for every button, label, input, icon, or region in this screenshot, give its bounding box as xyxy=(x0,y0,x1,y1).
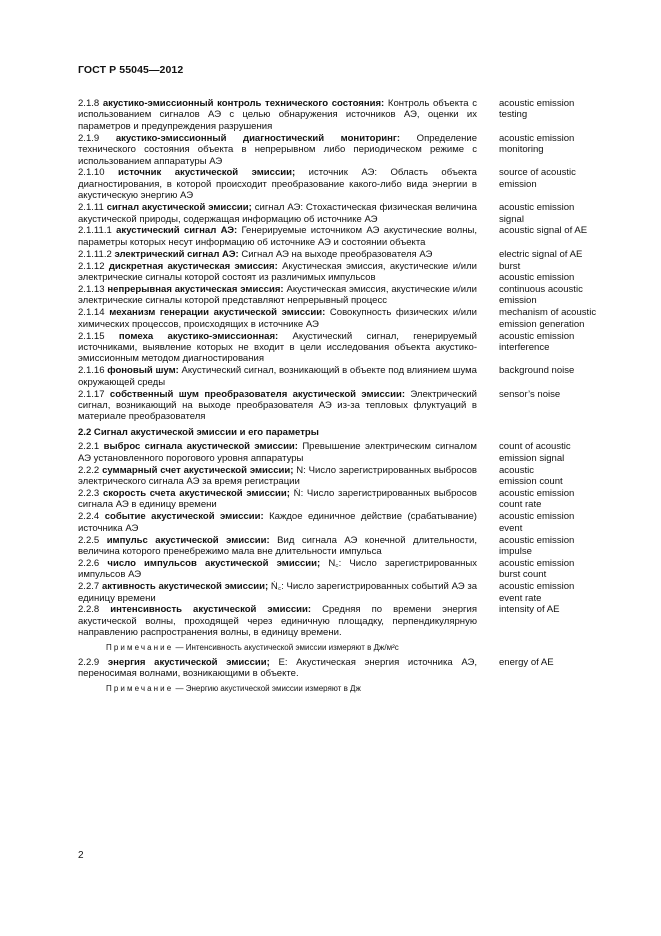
note-energy xyxy=(78,683,618,694)
english-term: acoustic emission impulse xyxy=(499,534,575,557)
entry-term: дискретная акустическая эмиссия: xyxy=(108,260,278,272)
entry-term: импульс акустической эмиссии: xyxy=(106,534,270,546)
definitions-group-2-2 xyxy=(78,441,618,638)
definition-entry xyxy=(78,604,618,638)
definition-entry xyxy=(78,202,618,225)
entry-number: 2.1.10 xyxy=(78,167,105,179)
english-term: mechanism of acoustic emission generation xyxy=(499,307,597,330)
english-term: sensor’s noise xyxy=(499,388,561,400)
definition-text xyxy=(78,202,477,225)
entry-definition: Ṅ꜀: Число зарегистрированных событий АЭ за единицу времени xyxy=(78,581,478,604)
definition-entry xyxy=(78,307,618,330)
definition-text xyxy=(78,558,477,581)
entry-definition: Акустическая эмиссия, акустические и/или электрические сигналы которой состоят из различимых импульсов xyxy=(78,260,478,284)
definition-entry xyxy=(78,488,618,511)
definition-text xyxy=(78,98,477,132)
entry-number: 2.1.13 xyxy=(78,284,105,295)
english-term: intensity of AE xyxy=(499,604,560,616)
definition-entry xyxy=(78,465,618,488)
note-text: — Интенсивность акустической эмиссии измеряют в Дж/м²с xyxy=(173,642,399,652)
entry-definition: Вид сигнала АЭ конечной длительности, величина которого пренебрежимо мала вне длительности импульса xyxy=(78,534,478,557)
definition-entry xyxy=(78,535,618,558)
definition-entry xyxy=(78,225,618,248)
english-term: acoustic emission count rate xyxy=(499,487,575,511)
entry-term: собственный шум преобразователя акустической эмиссии: xyxy=(109,388,406,400)
entry-definition: Акустический сигнал, генерируемый источниками, выявление которых не входит в цели исследования объекта акустико-эмиссионным методом диагностирования xyxy=(78,330,477,365)
definition-text xyxy=(78,657,477,680)
entry-definition: сигнал АЭ: Стохастическая физическая величина акустической природы, содержащая информацию об источнике АЭ xyxy=(78,202,477,225)
entry-number: 2.2.5 xyxy=(78,534,100,546)
note-text: — Энергию акустической эмиссии измеряют в Дж xyxy=(173,683,361,693)
entry-term: событие акустической эмиссии: xyxy=(104,511,264,523)
definition-entry xyxy=(78,133,618,167)
entry-definition: Сигнал АЭ на выходе преобразователя АЭ xyxy=(238,248,433,260)
entry-term: акустико-эмиссионный диагностический мониторинг: xyxy=(115,132,401,144)
definition-text xyxy=(78,511,477,534)
definitions-group-2-1 xyxy=(78,98,618,423)
entry-term: сигнал акустической эмиссии; xyxy=(106,202,252,214)
page-number: 2 xyxy=(78,850,84,861)
entry-number: 2.2.9 xyxy=(78,656,100,668)
definition-entry-2-2-9 xyxy=(78,657,618,680)
entry-definition: Ṅ: Число зарегистрированных выбросов сигнала АЭ в единицу времени xyxy=(78,487,478,511)
entry-term: число импульсов акустической эмиссии; xyxy=(107,557,321,569)
definition-text xyxy=(78,261,477,284)
entry-term: электрический сигнал АЭ: xyxy=(114,248,239,260)
entry-number: 2.1.14 xyxy=(78,307,105,319)
entry-number: 2.1.11 xyxy=(78,202,104,214)
english-term: acoustic emission event xyxy=(499,511,575,534)
english-term: acoustic emission testing xyxy=(499,98,575,121)
entry-term: фоновый шум: xyxy=(107,365,179,377)
entry-term: интенсивность акустической эмиссии: xyxy=(110,604,312,616)
entry-term: суммарный счет акустической эмиссии; xyxy=(102,464,294,476)
note-prefix: Примечание xyxy=(106,642,174,652)
entry-number: 2.1.12 xyxy=(78,260,105,272)
entry-number: 2.1.17 xyxy=(78,388,105,400)
entry-definition: Акустическая эмиссия, акустические и/или электрические сигналы которой представляют непрерывный процесс xyxy=(78,284,478,307)
entry-number: 2.1.8 xyxy=(78,98,100,109)
entry-term: энергия акустической эмиссии; xyxy=(107,656,270,668)
entry-number: 2.2.3 xyxy=(78,487,100,499)
section-heading: 2.2 Сигнал акустической эмиссии и его параметры xyxy=(78,426,319,438)
english-term: continuous acoustic emission xyxy=(499,284,583,307)
entry-definition: источник АЭ: Область объекта диагностирования, в которой происходит преобразование какого-либо вида энергии в акустическую энергию АЭ xyxy=(78,167,477,202)
entry-definition: Каждое единичное действие (срабатывание) источника АЭ xyxy=(78,511,477,534)
entry-definition: Акустический сигнал, возникающий в объекте под влиянием шума окружающей среды xyxy=(78,365,477,388)
definition-entry xyxy=(78,581,618,604)
english-term: electric signal of AE xyxy=(499,248,583,260)
definition-text xyxy=(78,389,477,423)
definition-entry xyxy=(78,167,618,201)
definition-entry xyxy=(78,441,618,464)
entry-number: 2.1.16 xyxy=(78,365,105,377)
definition-text xyxy=(78,604,477,638)
note-intensity xyxy=(78,642,618,653)
entry-definition: Контроль объекта с использованием сигналов АЭ с целью обнаружения источников АЭ, оценки их параметров и предупреждения разрушения xyxy=(78,98,477,132)
entry-definition: Генерируемые источником АЭ акустические волны, параметры которых несут информацию об источнике АЭ и состоянии объекта xyxy=(78,225,477,248)
definition-entry xyxy=(78,511,618,534)
entry-number: 2.1.11.1 xyxy=(78,225,112,237)
note-prefix: Примечание xyxy=(106,683,174,693)
english-term: acoustic emission interference xyxy=(499,330,575,354)
entry-definition: Совокупность физических и/или химических процессов, происходящих в источнике АЭ xyxy=(78,307,478,330)
entry-definition: N: Число зарегистрированных выбросов электрического сигнала АЭ за время регистрации xyxy=(78,464,477,487)
definition-entry xyxy=(78,261,618,284)
entry-term: источник акустической эмиссии; xyxy=(118,167,296,179)
definition-text xyxy=(78,441,477,464)
english-term: acoustic signal of AE xyxy=(499,225,588,237)
definition-text xyxy=(78,167,477,201)
definition-text xyxy=(78,225,477,248)
definition-entry xyxy=(78,98,618,132)
english-term: acoustic emission signal xyxy=(499,202,575,225)
document-body xyxy=(78,98,618,698)
definition-entry xyxy=(78,389,618,423)
entry-term: акустический сигнал АЭ: xyxy=(116,225,238,237)
entry-number: 2.2.1 xyxy=(78,441,100,453)
entry-term: акустико-эмиссионный контроль технического состояния: xyxy=(102,98,385,109)
entry-term: выброс сигнала акустической эмиссии: xyxy=(103,441,298,453)
entry-term: помеха акустико-эмиссионная: xyxy=(118,330,279,342)
entry-number: 2.1.15 xyxy=(78,330,105,342)
definition-entry xyxy=(78,284,618,307)
english-term: source of acoustic emission xyxy=(499,167,576,190)
definition-text xyxy=(78,488,477,511)
english-term: background noise xyxy=(499,365,575,377)
english-term: acoustic emission monitoring xyxy=(499,132,575,156)
english-term: energy of AE xyxy=(499,656,554,668)
definition-text xyxy=(78,535,477,558)
english-term: burst acoustic emission xyxy=(499,260,575,284)
entry-term: непрерывная акустическая эмиссия: xyxy=(107,284,284,295)
definition-text xyxy=(78,284,477,307)
definition-entry xyxy=(78,365,618,388)
entry-number: 2.2.4 xyxy=(78,511,100,523)
entry-definition: Превышение электрическим сигналом АЭ установленного порогового уровня аппаратуры xyxy=(78,441,477,464)
entry-number: 2.2.7 xyxy=(78,581,100,593)
entry-definition: Средняя по времени энергия акустической волны, проходящей через единичную площадку, перпендикулярную направлению распространения волны, в единицу времени. xyxy=(78,604,477,639)
entry-number: 2.1.9 xyxy=(78,132,100,144)
english-term: count of acoustic emission signal xyxy=(499,441,571,464)
english-term: acoustic emission count xyxy=(499,464,563,487)
definition-entry xyxy=(78,249,618,260)
entry-definition: N꜀: Число зарегистрированных импульсов АЭ xyxy=(78,557,478,581)
entry-term: механизм генерации акустической эмиссии: xyxy=(109,307,326,319)
entry-definition: Электрический сигнал, возникающий на выходе преобразователя АЭ из-за тепловых флуктуаций в материале преобразователя xyxy=(78,388,478,423)
definition-entry xyxy=(78,558,618,581)
entry-number: 2.2.8 xyxy=(78,604,100,616)
english-term: acoustic emission burst count xyxy=(499,557,575,581)
definition-text xyxy=(78,249,477,260)
entry-term: скорость счета акустической эмиссии; xyxy=(102,487,290,499)
entry-number: 2.2.2 xyxy=(78,464,100,476)
entry-definition: Определение технического состояния объекта в непрерывном либо периодическом режиме с использованием аппаратуры АЭ xyxy=(78,132,478,167)
definition-text xyxy=(78,133,477,167)
definition-entry xyxy=(78,331,618,365)
definition-text xyxy=(78,365,477,388)
english-term: acoustic emission event rate xyxy=(499,581,575,604)
definition-text xyxy=(78,307,477,330)
definition-text xyxy=(78,465,477,488)
definition-text xyxy=(78,331,477,365)
entry-term: активность акустической эмиссии; xyxy=(101,581,269,593)
document-header: ГОСТ Р 55045—2012 xyxy=(78,64,184,76)
entry-definition: Е: Акустическая энергия источника АЭ, переносимая волнами, возникающими в объекте. xyxy=(78,656,477,680)
entry-number: 2.2.6 xyxy=(78,557,100,569)
definition-text xyxy=(78,581,477,604)
entry-number: 2.1.11.2 xyxy=(78,248,112,260)
